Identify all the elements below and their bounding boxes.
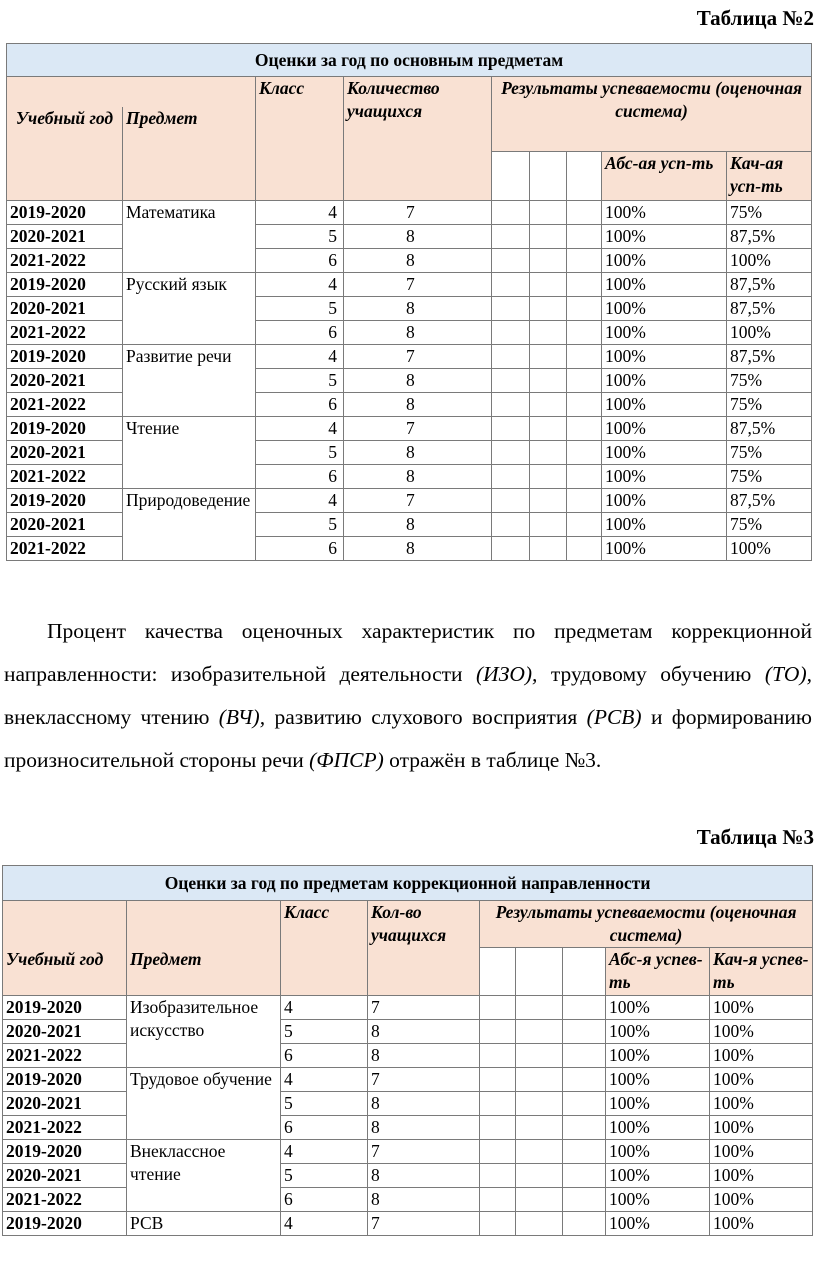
empty-cell [480, 996, 516, 1020]
t3-header-year: Учебный год [3, 948, 127, 996]
students-cell: 7 [368, 1068, 480, 1092]
year-cell: 2021-2022 [3, 1116, 127, 1140]
subject-cell: Природоведение [123, 489, 256, 561]
students-cell: 7 [368, 1140, 480, 1164]
abs-cell: 100% [606, 996, 710, 1020]
class-cell: 5 [256, 225, 344, 249]
empty-cell [567, 417, 602, 441]
header-students: Количество учащихся [344, 77, 492, 201]
empty-cell [480, 1020, 516, 1044]
class-cell: 4 [256, 273, 344, 297]
qual-cell: 75% [727, 513, 812, 537]
table-row [3, 996, 813, 1020]
abs-cell: 100% [602, 297, 727, 321]
empty-cell [516, 1068, 563, 1092]
class-cell: 5 [256, 513, 344, 537]
header-results: Результаты успеваемости (оценочная система) [492, 77, 812, 152]
empty-cell [492, 249, 530, 273]
students-cell: 8 [344, 393, 492, 417]
class-cell: 4 [281, 1212, 368, 1236]
paragraph: Процент качества оценочных характеристик по предметам коррекционной направленности: изобразительной деятельности (ИЗО), трудовому обучению (ТО), внеклассному чтению (ВЧ), развитию слухового восприятия (РСВ) и формированию произносительной стороны речи (ФПСР) отражён в таблице №3. [4, 619, 812, 772]
year-cell: 2020-2021 [7, 369, 123, 393]
abs-cell: 100% [602, 273, 727, 297]
students-cell: 8 [344, 369, 492, 393]
year-cell: 2019-2020 [7, 417, 123, 441]
students-cell: 8 [344, 465, 492, 489]
class-cell: 4 [256, 417, 344, 441]
empty-cell [492, 345, 530, 369]
empty-cell [530, 537, 567, 561]
qual-cell: 100% [710, 1116, 813, 1140]
class-cell: 4 [256, 489, 344, 513]
empty-cell [516, 1188, 563, 1212]
empty-cell [563, 1068, 606, 1092]
empty-cell [492, 513, 530, 537]
students-cell: 7 [344, 489, 492, 513]
subject-cell: Развитие речи [123, 345, 256, 417]
year-cell: 2019-2020 [7, 273, 123, 297]
empty-cell [563, 1116, 606, 1140]
qual-cell: 100% [710, 1164, 813, 1188]
empty-cell [516, 1140, 563, 1164]
table3-title: Оценки за год по предметам коррекционной направленности [3, 866, 813, 901]
table-row [3, 1140, 813, 1164]
class-cell: 4 [281, 1068, 368, 1092]
empty-cell [516, 1116, 563, 1140]
class-cell: 6 [256, 321, 344, 345]
table-row [7, 345, 812, 369]
empty-cell [563, 1092, 606, 1116]
empty-cell [567, 297, 602, 321]
header-subject: Предмет [123, 107, 256, 201]
empty-cell [567, 489, 602, 513]
empty-cell [516, 996, 563, 1020]
empty-cell [492, 321, 530, 345]
abs-cell: 100% [606, 1116, 710, 1140]
qual-cell: 100% [710, 1212, 813, 1236]
t3-header-class: Класс [281, 901, 368, 996]
header-abs: Абс-ая усп-ть [602, 152, 727, 201]
abs-cell: 100% [602, 225, 727, 249]
empty-cell [563, 996, 606, 1020]
t3-header-students: Кол-во учащихся [368, 901, 480, 996]
table2-title: Оценки за год по основным предметам [7, 44, 812, 77]
abs-cell: 100% [606, 1044, 710, 1068]
year-cell: 2021-2022 [7, 249, 123, 273]
empty-cell [567, 513, 602, 537]
empty-cell [492, 369, 530, 393]
t3-header-abs: Абс-я успев-ть [606, 948, 710, 996]
table-row [3, 1044, 813, 1068]
students-cell: 8 [368, 1092, 480, 1116]
empty-cell [530, 513, 567, 537]
empty-cell [530, 249, 567, 273]
class-cell: 6 [256, 537, 344, 561]
class-cell: 4 [281, 1140, 368, 1164]
year-cell: 2021-2022 [7, 537, 123, 561]
year-cell: 2021-2022 [3, 1188, 127, 1212]
year-cell: 2019-2020 [3, 1212, 127, 1236]
table-row [3, 1188, 813, 1212]
qual-cell: 87,5% [727, 489, 812, 513]
table-row [7, 417, 812, 441]
table2-caption: Таблица №2 [696, 6, 814, 30]
empty-cell [492, 465, 530, 489]
qual-cell: 75% [727, 441, 812, 465]
year-cell: 2020-2021 [7, 513, 123, 537]
students-cell: 8 [368, 1164, 480, 1188]
students-cell: 8 [368, 1116, 480, 1140]
header-class: Класс [256, 77, 344, 201]
table-row [3, 1092, 813, 1116]
empty-cell [492, 417, 530, 441]
qual-cell: 100% [710, 996, 813, 1020]
qual-cell: 75% [727, 201, 812, 225]
empty-cell [567, 345, 602, 369]
qual-cell: 100% [710, 1044, 813, 1068]
students-cell: 8 [344, 537, 492, 561]
class-cell: 5 [256, 297, 344, 321]
students-cell: 7 [344, 201, 492, 225]
class-cell: 4 [256, 201, 344, 225]
empty-cell [530, 489, 567, 513]
students-cell: 8 [344, 321, 492, 345]
year-cell: 2019-2020 [7, 345, 123, 369]
empty-cell [530, 297, 567, 321]
empty-cell [567, 537, 602, 561]
qual-cell: 87,5% [727, 225, 812, 249]
qual-cell: 100% [710, 1140, 813, 1164]
subject-cell: Внеклассное чтение [127, 1140, 281, 1212]
subject-cell: Трудовое обучение [127, 1068, 281, 1140]
students-cell: 8 [344, 297, 492, 321]
empty-cell [492, 441, 530, 465]
empty-cell [567, 441, 602, 465]
year-cell: 2020-2021 [3, 1020, 127, 1044]
t3-header-results: Результаты успеваемости (оценочная система) [480, 901, 813, 948]
year-cell: 2020-2021 [7, 225, 123, 249]
qual-cell: 75% [727, 393, 812, 417]
students-cell: 7 [368, 1212, 480, 1236]
abs-cell: 100% [602, 441, 727, 465]
qual-cell: 100% [727, 321, 812, 345]
empty-cell [530, 465, 567, 489]
year-cell: 2020-2021 [7, 441, 123, 465]
qual-cell: 75% [727, 369, 812, 393]
class-cell: 5 [281, 1164, 368, 1188]
subject-cell: Изобразительное искусство [127, 996, 281, 1068]
abs-cell: 100% [602, 393, 727, 417]
empty-cell [567, 249, 602, 273]
table-row [3, 1212, 813, 1236]
empty-cell [563, 1188, 606, 1212]
year-cell: 2019-2020 [7, 201, 123, 225]
empty-cell [516, 1092, 563, 1116]
abs-cell: 100% [602, 465, 727, 489]
empty-cell [530, 369, 567, 393]
abs-cell: 100% [606, 1188, 710, 1212]
empty-cell [516, 1164, 563, 1188]
empty-cell [563, 1212, 606, 1236]
empty-cell [492, 297, 530, 321]
class-cell: 4 [256, 345, 344, 369]
abs-cell: 100% [602, 537, 727, 561]
empty-cell [480, 1188, 516, 1212]
qual-cell: 87,5% [727, 273, 812, 297]
empty-cell [563, 1020, 606, 1044]
subject-cell: РСВ [127, 1212, 281, 1236]
empty-cell [530, 417, 567, 441]
table-row [3, 1164, 813, 1188]
table3 [2, 865, 813, 1236]
class-cell: 6 [281, 1044, 368, 1068]
students-cell: 7 [344, 417, 492, 441]
empty-cell [480, 1092, 516, 1116]
abs-cell: 100% [602, 321, 727, 345]
students-cell: 7 [368, 996, 480, 1020]
qual-cell: 75% [727, 465, 812, 489]
table-row [7, 273, 812, 297]
students-cell: 8 [344, 441, 492, 465]
header-year: Учебный год [7, 107, 123, 201]
year-cell: 2020-2021 [3, 1164, 127, 1188]
year-cell: 2019-2020 [3, 996, 127, 1020]
empty-cell [492, 273, 530, 297]
qual-cell: 87,5% [727, 345, 812, 369]
abs-cell: 100% [602, 201, 727, 225]
class-cell: 5 [256, 369, 344, 393]
table-row [7, 201, 812, 225]
table-row [3, 1020, 813, 1044]
abs-cell: 100% [602, 513, 727, 537]
year-cell: 2020-2021 [3, 1092, 127, 1116]
class-cell: 6 [281, 1188, 368, 1212]
empty-cell [492, 225, 530, 249]
abs-cell: 100% [602, 345, 727, 369]
abs-cell: 100% [602, 417, 727, 441]
empty-cell [530, 345, 567, 369]
empty-cell [492, 201, 530, 225]
abs-cell: 100% [606, 1068, 710, 1092]
empty-cell [480, 1140, 516, 1164]
abs-cell: 100% [606, 1020, 710, 1044]
table3-caption: Таблица №3 [696, 825, 814, 849]
empty-cell [567, 273, 602, 297]
abs-cell: 100% [606, 1092, 710, 1116]
t3-header-subject: Предмет [127, 948, 281, 996]
table-row [3, 1068, 813, 1092]
empty-cell [530, 273, 567, 297]
empty-cell [530, 321, 567, 345]
class-cell: 6 [281, 1116, 368, 1140]
year-cell: 2019-2020 [3, 1068, 127, 1092]
abs-cell: 100% [606, 1164, 710, 1188]
qual-cell: 100% [710, 1068, 813, 1092]
class-cell: 6 [256, 393, 344, 417]
empty-cell [480, 1164, 516, 1188]
year-cell: 2020-2021 [7, 297, 123, 321]
empty-cell [530, 441, 567, 465]
empty-cell [480, 1212, 516, 1236]
year-cell: 2021-2022 [3, 1044, 127, 1068]
class-cell: 5 [281, 1092, 368, 1116]
empty-cell [480, 1116, 516, 1140]
empty-cell [567, 201, 602, 225]
empty-cell [563, 1044, 606, 1068]
qual-cell: 100% [710, 1188, 813, 1212]
qual-cell: 87,5% [727, 297, 812, 321]
year-cell: 2021-2022 [7, 393, 123, 417]
qual-cell: 100% [727, 249, 812, 273]
students-cell: 8 [344, 225, 492, 249]
students-cell: 7 [344, 273, 492, 297]
qual-cell: 100% [727, 537, 812, 561]
empty-cell [530, 393, 567, 417]
qual-cell: 100% [710, 1020, 813, 1044]
students-cell: 8 [344, 513, 492, 537]
class-cell: 5 [281, 1020, 368, 1044]
empty-cell [492, 489, 530, 513]
students-cell: 8 [368, 1044, 480, 1068]
class-cell: 4 [281, 996, 368, 1020]
empty-cell [530, 201, 567, 225]
empty-cell [563, 1140, 606, 1164]
qual-cell: 100% [710, 1092, 813, 1116]
subject-cell: Математика [123, 201, 256, 273]
empty-cell [480, 1044, 516, 1068]
students-cell: 8 [344, 249, 492, 273]
table2 [6, 43, 812, 561]
empty-cell [567, 321, 602, 345]
empty-cell [567, 225, 602, 249]
subject-cell: Чтение [123, 417, 256, 489]
year-cell: 2021-2022 [7, 321, 123, 345]
subject-cell: Русский язык [123, 273, 256, 345]
students-cell: 8 [368, 1188, 480, 1212]
year-cell: 2019-2020 [3, 1140, 127, 1164]
empty-cell [492, 393, 530, 417]
class-cell: 5 [256, 441, 344, 465]
table-row [7, 489, 812, 513]
empty-cell [516, 1020, 563, 1044]
abs-cell: 100% [606, 1140, 710, 1164]
empty-cell [563, 1164, 606, 1188]
abs-cell: 100% [602, 489, 727, 513]
empty-cell [567, 369, 602, 393]
empty-cell [516, 1044, 563, 1068]
students-cell: 7 [344, 345, 492, 369]
empty-cell [530, 225, 567, 249]
empty-cell [567, 465, 602, 489]
empty-cell [480, 1068, 516, 1092]
empty-cell [492, 537, 530, 561]
empty-cell [567, 393, 602, 417]
t3-header-qual: Кач-я успев-ть [710, 948, 813, 996]
table-row [3, 1116, 813, 1140]
header-qual: Кач-ая усп-ть [727, 152, 812, 201]
abs-cell: 100% [606, 1212, 710, 1236]
abs-cell: 100% [602, 369, 727, 393]
year-cell: 2021-2022 [7, 465, 123, 489]
students-cell: 8 [368, 1020, 480, 1044]
class-cell: 6 [256, 249, 344, 273]
year-cell: 2019-2020 [7, 489, 123, 513]
abs-cell: 100% [602, 249, 727, 273]
empty-cell [516, 1212, 563, 1236]
qual-cell: 87,5% [727, 417, 812, 441]
class-cell: 6 [256, 465, 344, 489]
